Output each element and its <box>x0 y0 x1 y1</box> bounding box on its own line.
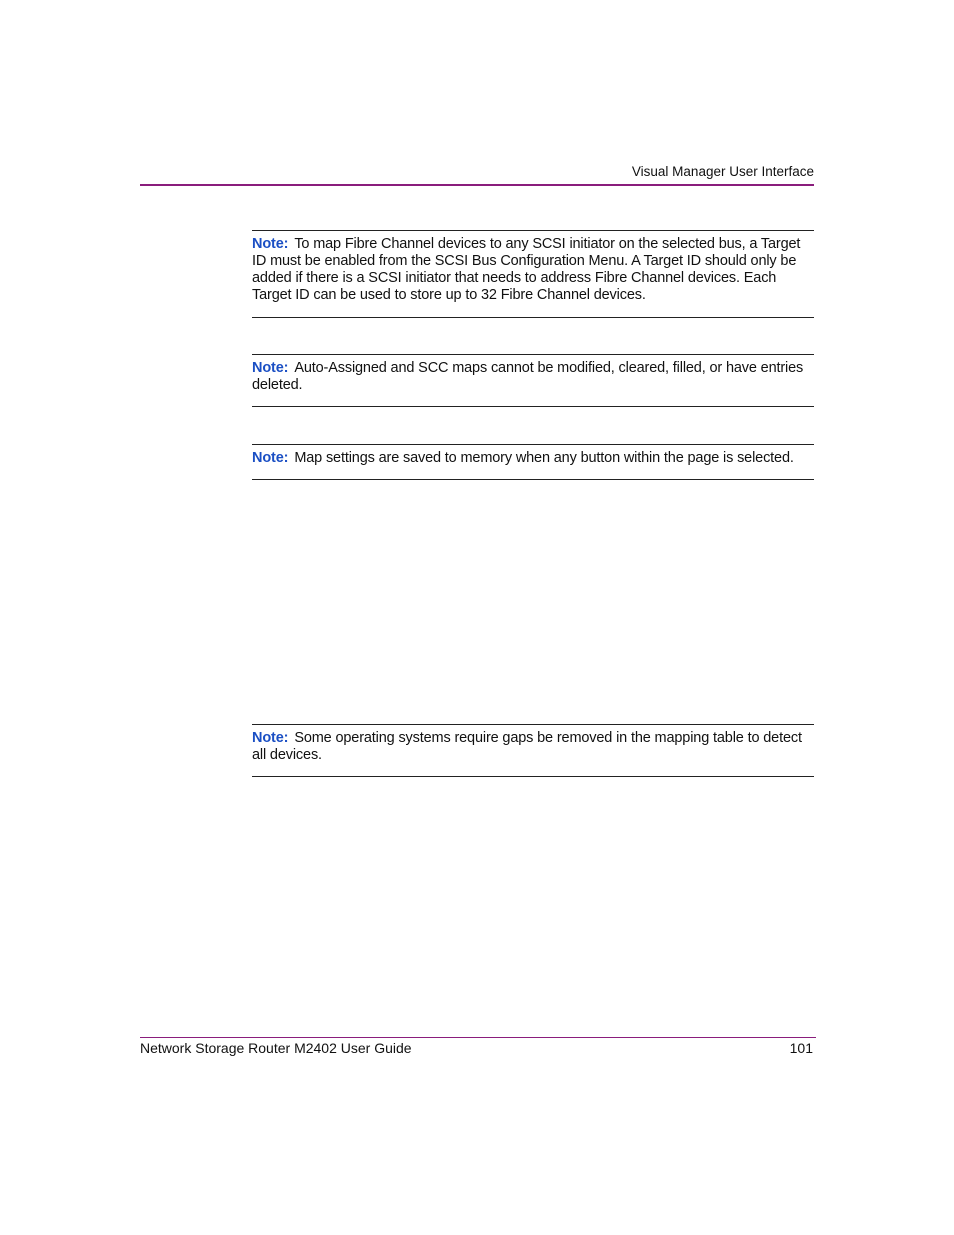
note-label: Note: <box>252 450 289 466</box>
header-rule <box>140 184 814 186</box>
note-text: Map settings are saved to memory when any button within the page is selected. <box>294 450 794 466</box>
note-label: Note: <box>252 360 289 376</box>
note-label: Note: <box>252 236 289 252</box>
page-number: 101 <box>789 1040 813 1056</box>
note-mapping-gaps <box>252 724 814 777</box>
note-text: Some operating systems require gaps be removed in the mapping table to detect all devices. <box>252 730 802 763</box>
running-header: Visual Manager User Interface <box>631 164 814 179</box>
note-auto-assigned-maps <box>252 354 814 407</box>
footer-rule <box>140 1037 816 1038</box>
note-target-id <box>252 230 814 318</box>
footer-title: Network Storage Router M2402 User Guide <box>140 1040 412 1056</box>
note-text: Auto-Assigned and SCC maps cannot be modified, cleared, filled, or have entries deleted. <box>252 360 804 393</box>
note-text: To map Fibre Channel devices to any SCSI initiator on the selected bus, a Target ID must be enabled from the SCSI Bus Configuration Menu. A Target ID should only be added if there is a SCSI initiator that needs to address Fibre Channel devices. Each Target ID can be used to store up to 32 Fibre Channel devices. <box>252 236 801 303</box>
note-label: Note: <box>252 730 289 746</box>
note-map-settings <box>252 444 814 480</box>
